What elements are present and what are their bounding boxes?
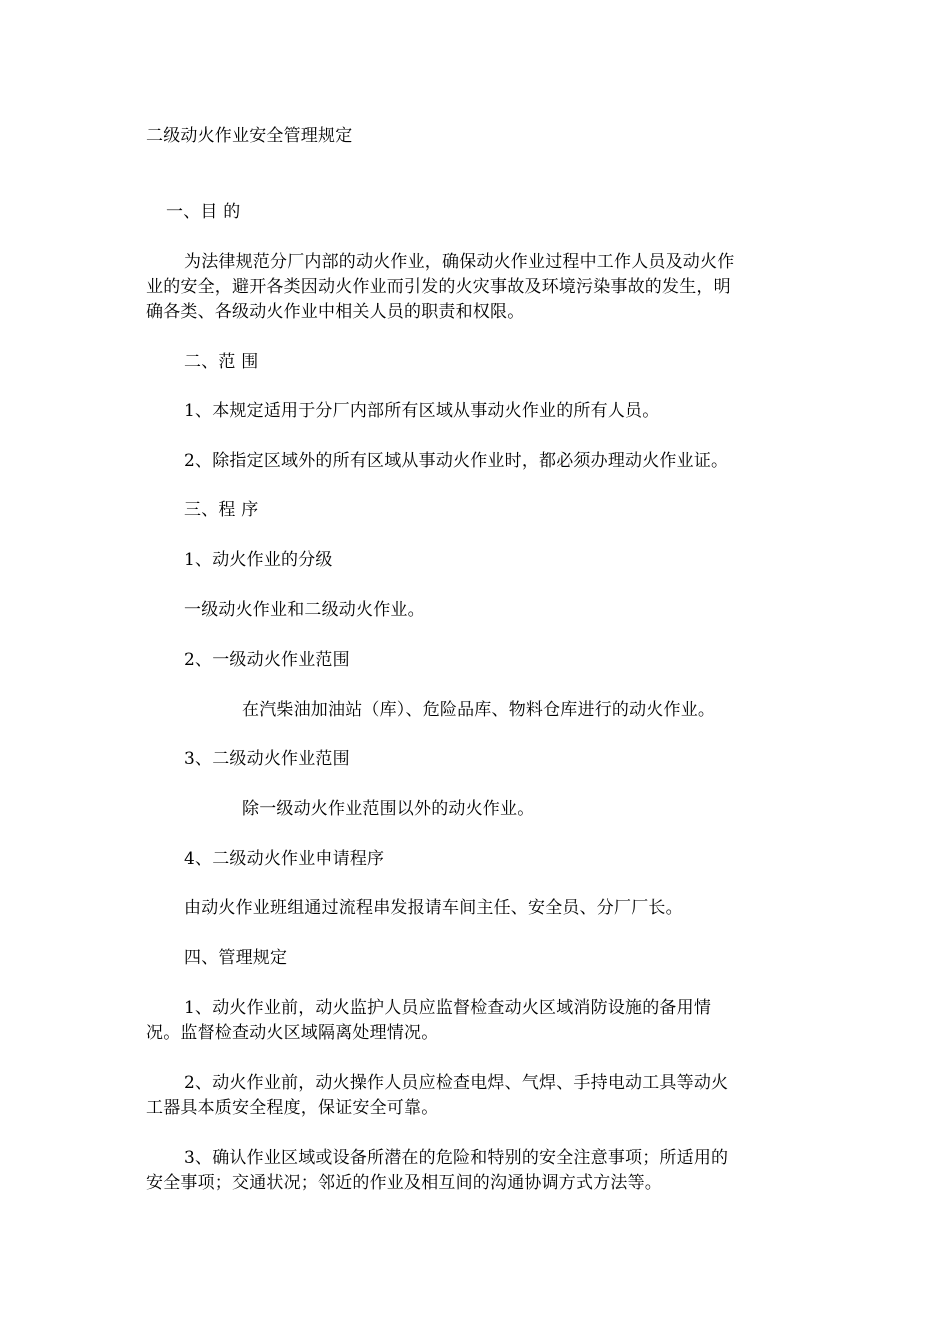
paragraph-line: 2、一级动火作业范围 [184,650,350,670]
paragraph-line: 1、本规定适用于分厂内部所有区域从事动火作业的所有人员。 [184,401,660,421]
paragraph-line: 1、动火作业的分级 [184,550,333,570]
paragraph-line: 工器具本质安全程度，保证安全可靠。 [146,1098,439,1118]
paragraph-line: 业的安全，避开各类因动火作业而引发的火灾事故及环境污染事故的发生，明 [146,277,731,297]
paragraph-line: 2、除指定区域外的所有区域从事动火作业时，都必须办理动火作业证。 [184,451,729,471]
paragraph-line: 由动火作业班组通过流程串发报请车间主任、安全员、分厂厂长。 [184,898,683,918]
paragraph-line: 1、动火作业前，动火监护人员应监督检查动火区域消防设施的备用情 [184,998,712,1018]
section-heading-procedure: 三、程 序 [184,500,259,520]
section-heading-purpose: 一、目 的 [166,202,241,222]
paragraph-line: 除一级动火作业范围以外的动火作业。 [242,799,535,819]
paragraph-line: 在汽柴油加油站（库）、危险品库、物料仓库进行的动火作业。 [242,700,716,720]
section-heading-management: 四、管理规定 [184,948,288,968]
paragraph-line: 况。监督检查动火区域隔离处理情况。 [146,1023,439,1043]
document-title: 二级动火作业安全管理规定 [146,126,353,146]
paragraph-line: 确各类、各级动火作业中相关人员的职责和权限。 [146,302,525,322]
paragraph-line: 3、二级动火作业范围 [184,749,350,769]
paragraph-line: 3、确认作业区域或设备所潜在的危险和特别的安全注意事项；所适用的 [184,1148,729,1168]
paragraph-line: 为法律规范分厂内部的动火作业，确保动火作业过程中工作人员及动火作 [184,252,735,272]
paragraph-line: 2、动火作业前，动火操作人员应检查电焊、气焊、手持电动工具等动火 [184,1073,729,1093]
paragraph-line: 安全事项；交通状况；邻近的作业及相互间的沟通协调方式方法等。 [146,1173,662,1193]
paragraph-line: 一级动火作业和二级动火作业。 [184,600,425,620]
section-heading-scope: 二、范 围 [184,352,259,372]
paragraph-line: 4、二级动火作业申请程序 [184,849,385,869]
